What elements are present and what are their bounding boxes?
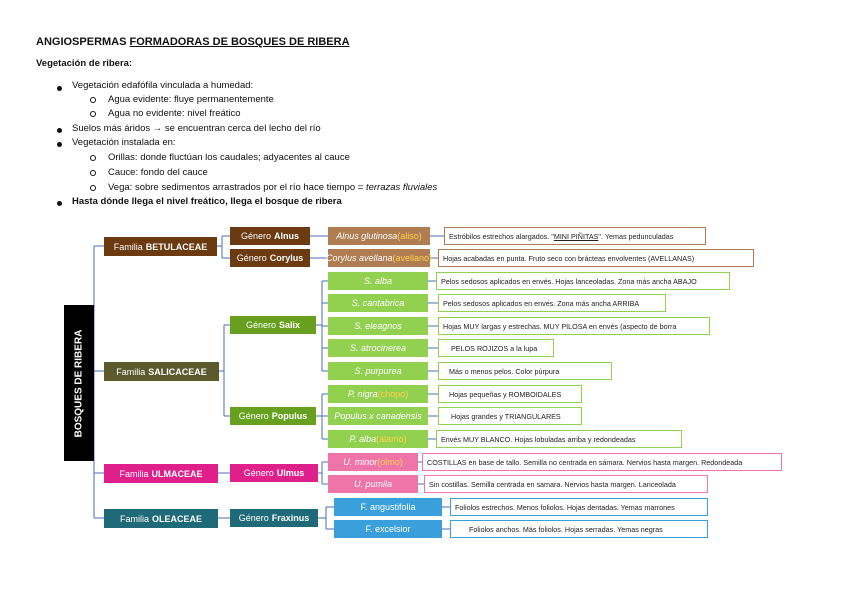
species-alnus-glutinosa: Alnus glutinosa (aliso): [328, 227, 430, 245]
section-subtitle: Vegetación de ribera:: [36, 58, 133, 69]
species-u-pumila: U. pumila: [328, 475, 418, 493]
desc-alnus-glutinosa: Estróbilos estrechos alargados. " MINI PIÑITAS ". Yemas pedunculadas: [444, 227, 706, 245]
root-node: [64, 305, 94, 461]
genus-corylus: Género Corylus: [230, 249, 310, 267]
species-p-alba: P. alba (álamo): [328, 430, 428, 448]
desc-s-cantabrica: Pelos sedosos aplicados en envés. Zona más ancha ARRIBA: [438, 294, 666, 312]
family-oleaceae: Familia OLEACEAE: [104, 509, 218, 528]
list-item: Suelos más áridos → se encuentran cerca del lecho del río: [72, 123, 321, 134]
desc-s-purpurea: Más o menos pelos. Color púrpura: [438, 362, 612, 380]
family-salicaceae: Familia SALICACEAE: [104, 362, 219, 381]
list-item: Cauce: fondo del cauce: [108, 167, 208, 178]
genus-populus: Género Populus: [230, 407, 316, 425]
species-f-angustifolia: F. angustifolia: [334, 498, 442, 516]
desc-s-eleagnos: Hojas MUY largas y estrechas. MUY PILOSA en envés (aspecto de borra: [438, 317, 710, 335]
desc-s-atrocinerea: PELOS ROJIZOS a la lupa: [438, 339, 554, 357]
list-item: Agua no evidente: nivel freático: [108, 108, 241, 119]
genus-fraxinus: Género Fraxinus: [230, 509, 318, 527]
desc-p-nigra: Hojas pequeñas y ROMBOIDALES: [438, 385, 582, 403]
list-item: Vega: sobre sedimentos arrastrados por el río hace tiempo = terrazas fluviales: [108, 182, 438, 193]
list-item: Agua evidente: fluye permanentemente: [108, 94, 274, 105]
desc-u-pumila: Sin costillas. Semilla centrada en samara. Nervios hasta margen. Lanceolada: [424, 475, 708, 493]
desc-corylus-avellana: Hojas acabadas en punta. Fruto seco con brácteas envolventes (AVELLANAS): [438, 249, 754, 267]
species-populus-canadensis: Populus x canadensis: [328, 407, 428, 425]
list-item: Vegetación edafófila vinculada a humedad:: [72, 80, 254, 91]
desc-f-angustifolia: Foliolos estrechos. Menos foliolos. Hojas dentadas. Yemas marrones: [450, 498, 708, 516]
species-s-cantabrica: S. cantabrica: [328, 294, 428, 312]
list-item: Hasta dónde llega el nivel freático, llega el bosque de ribera: [72, 196, 342, 207]
family-betulaceae: Familia BETULACEAE: [104, 237, 217, 256]
genus-ulmus: Género Ulmus: [230, 464, 318, 482]
desc-f-excelsior: Foliolos anchos. Más foliolos. Hojas serradas. Yemas negras: [450, 520, 708, 538]
family-ulmaceae: Familia ULMACEAE: [104, 464, 218, 483]
genus-alnus: Género Alnus: [230, 227, 310, 245]
species-s-atrocinerea: S. atrocinerea: [328, 339, 428, 357]
species-s-alba: S. alba: [328, 272, 428, 290]
species-p-nigra: P. nigra (chopo): [328, 385, 428, 403]
desc-s-alba: Pelos sedosos aplicados en envés. Hojas lanceoladas. Zona más ancha ABAJO: [436, 272, 730, 290]
species-corylus-avellana: Corylus avellana (avellano): [328, 249, 430, 267]
species-s-eleagnos: S. eleagnos: [328, 317, 428, 335]
desc-populus-canadensis: Hojas grandes y TRIANGULARES: [438, 407, 582, 425]
species-u-minor: U. minor (olmo): [328, 453, 418, 471]
desc-u-minor: COSTILLAS en base de tallo. Semilla no centrada en sámara. Nervios hasta margen. Redondeada: [422, 453, 782, 471]
list-item: Orillas: donde fluctúan los caudales; adyacentes al cauce: [108, 152, 350, 163]
root-label: BOSQUES DE RIBERA: [73, 329, 85, 437]
page-title: ANGIOSPERMAS FORMADORAS DE BOSQUES DE RIBERA: [36, 36, 350, 48]
species-f-excelsior: F. excelsior: [334, 520, 442, 538]
list-item: Vegetación instalada en:: [72, 137, 176, 148]
desc-p-alba: Envés MUY BLANCO. Hojas lobuladas arriba y redondeadas: [436, 430, 682, 448]
genus-salix: Género Salix: [230, 316, 316, 334]
species-s-purpurea: S. purpurea: [328, 362, 428, 380]
